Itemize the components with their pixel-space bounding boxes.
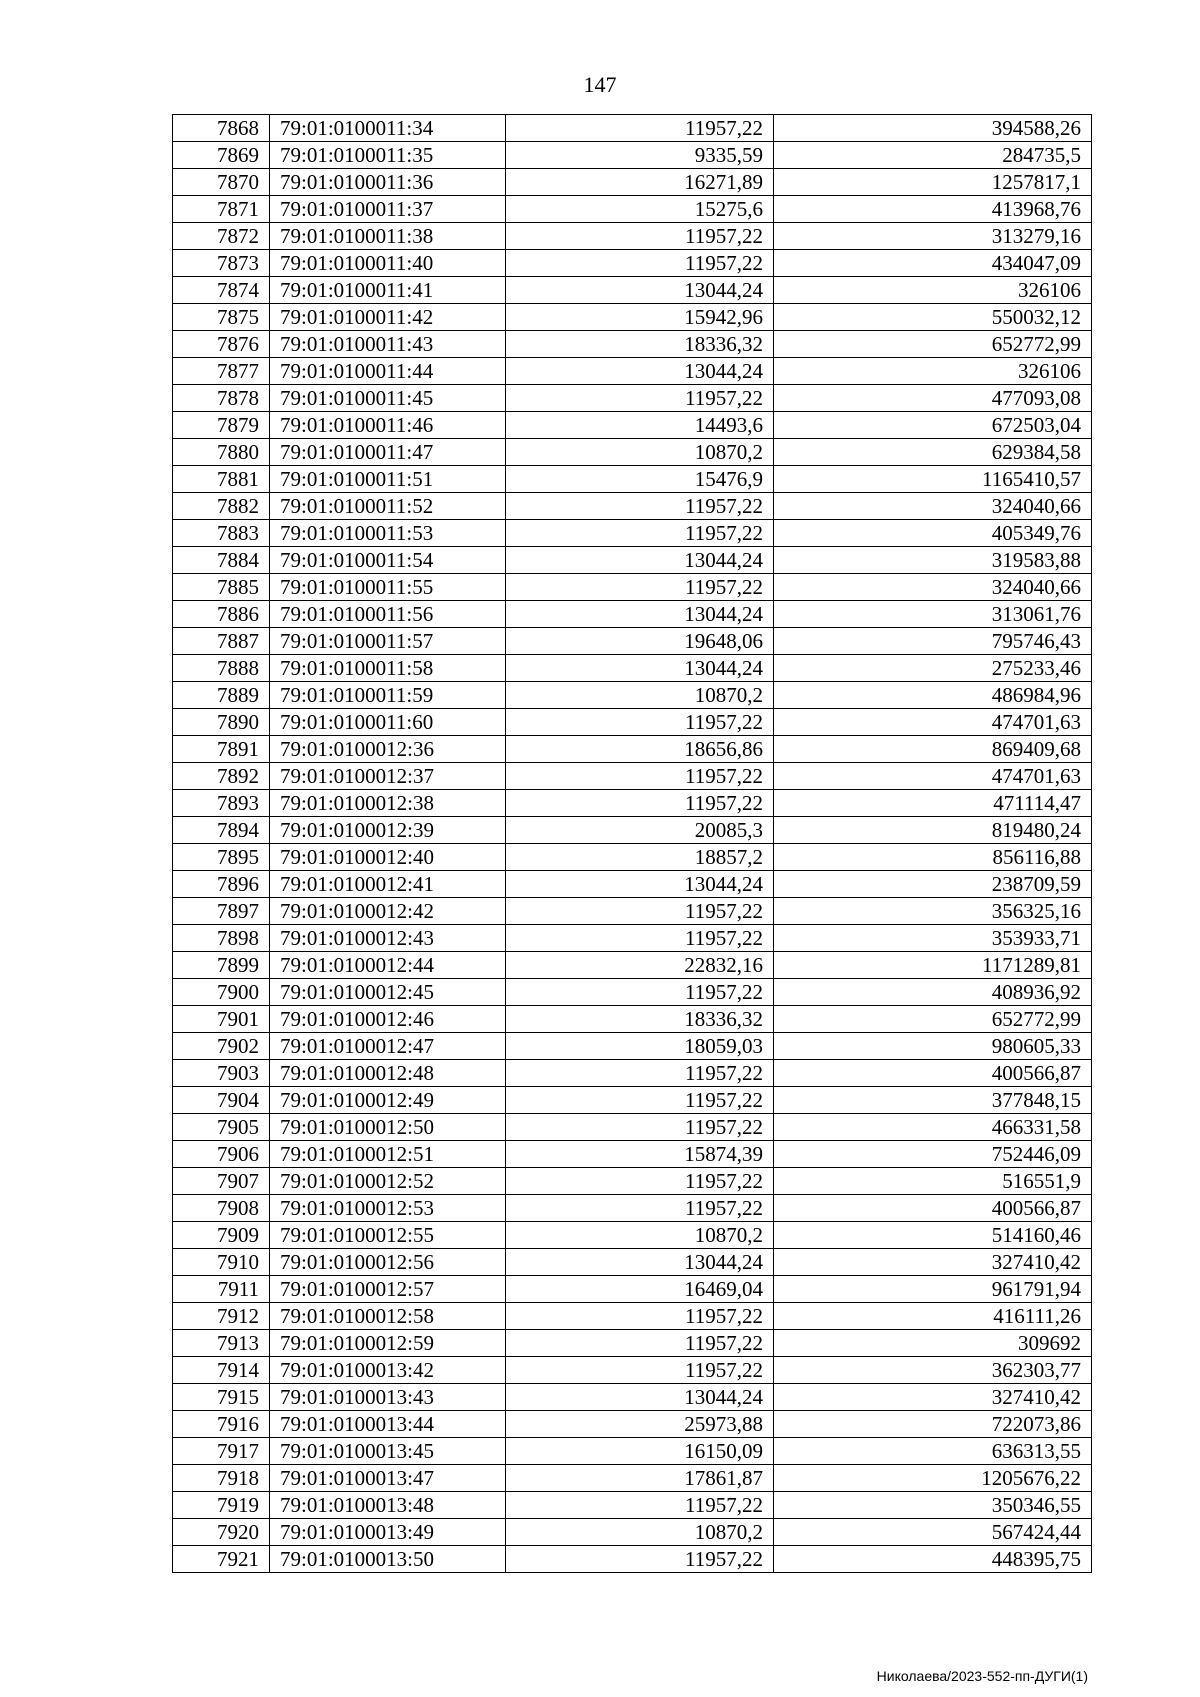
row-number: 7882 — [173, 493, 270, 520]
table-row — [173, 574, 1092, 601]
row-number: 7903 — [173, 1060, 270, 1087]
table-row — [173, 1546, 1092, 1573]
table-row — [173, 952, 1092, 979]
cadastral-value: 1205676,22 — [774, 1465, 1092, 1492]
area-value: 18857,2 — [506, 844, 774, 871]
area-value: 9335,59 — [506, 142, 774, 169]
table-row — [173, 331, 1092, 358]
cadastral-number: 79:01:0100011:52 — [270, 493, 506, 520]
table-row — [173, 547, 1092, 574]
cadastral-value: 326106 — [774, 358, 1092, 385]
area-value: 13044,24 — [506, 871, 774, 898]
area-value: 13044,24 — [506, 1249, 774, 1276]
cadastral-value: 1257817,1 — [774, 169, 1092, 196]
cadastral-number: 79:01:0100013:43 — [270, 1384, 506, 1411]
table-row — [173, 439, 1092, 466]
cadastral-number: 79:01:0100011:55 — [270, 574, 506, 601]
area-value: 11957,22 — [506, 520, 774, 547]
table-row — [173, 844, 1092, 871]
cadastral-value: 486984,96 — [774, 682, 1092, 709]
area-value: 11957,22 — [506, 250, 774, 277]
row-number: 7893 — [173, 790, 270, 817]
area-value: 10870,2 — [506, 1519, 774, 1546]
row-number: 7877 — [173, 358, 270, 385]
cadastral-value: 652772,99 — [774, 331, 1092, 358]
cadastral-number: 79:01:0100012:51 — [270, 1141, 506, 1168]
area-value: 18059,03 — [506, 1033, 774, 1060]
row-number: 7913 — [173, 1330, 270, 1357]
cadastral-value: 400566,87 — [774, 1060, 1092, 1087]
table-row — [173, 1114, 1092, 1141]
area-value: 11957,22 — [506, 1330, 774, 1357]
row-number: 7881 — [173, 466, 270, 493]
table-row — [173, 979, 1092, 1006]
cadastral-value: 238709,59 — [774, 871, 1092, 898]
row-number: 7910 — [173, 1249, 270, 1276]
table-row — [173, 655, 1092, 682]
table-row — [173, 898, 1092, 925]
table-row — [173, 493, 1092, 520]
cadastral-value: 474701,63 — [774, 763, 1092, 790]
cadastral-number: 79:01:0100011:59 — [270, 682, 506, 709]
area-value: 11957,22 — [506, 709, 774, 736]
cadastral-value: 514160,46 — [774, 1222, 1092, 1249]
table-row — [173, 1195, 1092, 1222]
cadastral-value: 324040,66 — [774, 493, 1092, 520]
cadastral-number: 79:01:0100012:50 — [270, 1114, 506, 1141]
cadastral-number: 79:01:0100012:52 — [270, 1168, 506, 1195]
cadastral-value: 327410,42 — [774, 1384, 1092, 1411]
table-row — [173, 1060, 1092, 1087]
cadastral-value: 567424,44 — [774, 1519, 1092, 1546]
cadastral-value-table — [172, 114, 1092, 1573]
row-number: 7920 — [173, 1519, 270, 1546]
cadastral-value: 405349,76 — [774, 520, 1092, 547]
row-number: 7906 — [173, 1141, 270, 1168]
row-number: 7886 — [173, 601, 270, 628]
row-number: 7904 — [173, 1087, 270, 1114]
area-value: 25973,88 — [506, 1411, 774, 1438]
area-value: 10870,2 — [506, 439, 774, 466]
row-number: 7919 — [173, 1492, 270, 1519]
row-number: 7909 — [173, 1222, 270, 1249]
table-row — [173, 250, 1092, 277]
cadastral-number: 79:01:0100011:34 — [270, 115, 506, 142]
cadastral-number: 79:01:0100011:57 — [270, 628, 506, 655]
row-number: 7897 — [173, 898, 270, 925]
table-row — [173, 1438, 1092, 1465]
cadastral-number: 79:01:0100011:42 — [270, 304, 506, 331]
area-value: 11957,22 — [506, 1060, 774, 1087]
cadastral-number: 79:01:0100012:59 — [270, 1330, 506, 1357]
area-value: 11957,22 — [506, 763, 774, 790]
area-value: 13044,24 — [506, 277, 774, 304]
area-value: 15275,6 — [506, 196, 774, 223]
cadastral-number: 79:01:0100011:38 — [270, 223, 506, 250]
table-row — [173, 1303, 1092, 1330]
row-number: 7884 — [173, 547, 270, 574]
cadastral-value: 466331,58 — [774, 1114, 1092, 1141]
area-value: 15476,9 — [506, 466, 774, 493]
row-number: 7870 — [173, 169, 270, 196]
cadastral-number: 79:01:0100012:46 — [270, 1006, 506, 1033]
area-value: 18336,32 — [506, 331, 774, 358]
cadastral-number: 79:01:0100011:45 — [270, 385, 506, 412]
area-value: 11957,22 — [506, 790, 774, 817]
row-number: 7899 — [173, 952, 270, 979]
area-value: 13044,24 — [506, 358, 774, 385]
cadastral-number: 79:01:0100013:49 — [270, 1519, 506, 1546]
cadastral-value: 1171289,81 — [774, 952, 1092, 979]
row-number: 7868 — [173, 115, 270, 142]
table-row — [173, 358, 1092, 385]
cadastral-number: 79:01:0100012:49 — [270, 1087, 506, 1114]
area-value: 13044,24 — [506, 547, 774, 574]
table-row — [173, 1411, 1092, 1438]
row-number: 7892 — [173, 763, 270, 790]
area-value: 11957,22 — [506, 1492, 774, 1519]
table-row — [173, 466, 1092, 493]
area-value: 14493,6 — [506, 412, 774, 439]
cadastral-number: 79:01:0100011:40 — [270, 250, 506, 277]
row-number: 7874 — [173, 277, 270, 304]
table-row — [173, 1276, 1092, 1303]
cadastral-number: 79:01:0100012:37 — [270, 763, 506, 790]
cadastral-number: 79:01:0100013:48 — [270, 1492, 506, 1519]
cadastral-number: 79:01:0100011:46 — [270, 412, 506, 439]
row-number: 7888 — [173, 655, 270, 682]
area-value: 13044,24 — [506, 601, 774, 628]
row-number: 7871 — [173, 196, 270, 223]
table-row — [173, 1465, 1092, 1492]
cadastral-value: 795746,43 — [774, 628, 1092, 655]
cadastral-value: 448395,75 — [774, 1546, 1092, 1573]
cadastral-number: 79:01:0100011:56 — [270, 601, 506, 628]
row-number: 7916 — [173, 1411, 270, 1438]
cadastral-number: 79:01:0100011:41 — [270, 277, 506, 304]
table-row — [173, 736, 1092, 763]
table-row — [173, 1492, 1092, 1519]
table-row — [173, 628, 1092, 655]
cadastral-number: 79:01:0100012:45 — [270, 979, 506, 1006]
row-number: 7915 — [173, 1384, 270, 1411]
row-number: 7889 — [173, 682, 270, 709]
cadastral-number: 79:01:0100012:40 — [270, 844, 506, 871]
cadastral-number: 79:01:0100012:42 — [270, 898, 506, 925]
cadastral-number: 79:01:0100012:58 — [270, 1303, 506, 1330]
table-body — [173, 115, 1092, 1573]
cadastral-value: 275233,46 — [774, 655, 1092, 682]
area-value: 10870,2 — [506, 682, 774, 709]
row-number: 7891 — [173, 736, 270, 763]
cadastral-number: 79:01:0100011:37 — [270, 196, 506, 223]
cadastral-number: 79:01:0100011:53 — [270, 520, 506, 547]
cadastral-value: 356325,16 — [774, 898, 1092, 925]
cadastral-value: 752446,09 — [774, 1141, 1092, 1168]
area-value: 11957,22 — [506, 898, 774, 925]
page-number: 147 — [583, 72, 617, 97]
row-number: 7869 — [173, 142, 270, 169]
cadastral-number: 79:01:0100012:43 — [270, 925, 506, 952]
area-value: 11957,22 — [506, 1357, 774, 1384]
table-row — [173, 1384, 1092, 1411]
area-value: 11957,22 — [506, 925, 774, 952]
cadastral-value: 413968,76 — [774, 196, 1092, 223]
cadastral-value: 434047,09 — [774, 250, 1092, 277]
cadastral-value: 722073,86 — [774, 1411, 1092, 1438]
row-number: 7876 — [173, 331, 270, 358]
row-number: 7902 — [173, 1033, 270, 1060]
area-value: 22832,16 — [506, 952, 774, 979]
area-value: 13044,24 — [506, 655, 774, 682]
cadastral-value: 416111,26 — [774, 1303, 1092, 1330]
area-value: 18336,32 — [506, 1006, 774, 1033]
cadastral-value: 309692 — [774, 1330, 1092, 1357]
area-value: 11957,22 — [506, 223, 774, 250]
table-row — [173, 277, 1092, 304]
cadastral-value: 961791,94 — [774, 1276, 1092, 1303]
cadastral-value: 869409,68 — [774, 736, 1092, 763]
cadastral-number: 79:01:0100012:55 — [270, 1222, 506, 1249]
area-value: 20085,3 — [506, 817, 774, 844]
area-value: 11957,22 — [506, 574, 774, 601]
cadastral-number: 79:01:0100013:44 — [270, 1411, 506, 1438]
table-row — [173, 142, 1092, 169]
row-number: 7887 — [173, 628, 270, 655]
area-value: 16469,04 — [506, 1276, 774, 1303]
row-number: 7890 — [173, 709, 270, 736]
table-row — [173, 1168, 1092, 1195]
cadastral-value: 550032,12 — [774, 304, 1092, 331]
table-row — [173, 169, 1092, 196]
cadastral-number: 79:01:0100012:44 — [270, 952, 506, 979]
cadastral-number: 79:01:0100012:57 — [270, 1276, 506, 1303]
cadastral-value: 856116,88 — [774, 844, 1092, 871]
row-number: 7901 — [173, 1006, 270, 1033]
row-number: 7918 — [173, 1465, 270, 1492]
cadastral-number: 79:01:0100012:41 — [270, 871, 506, 898]
cadastral-value: 319583,88 — [774, 547, 1092, 574]
table-row — [173, 1330, 1092, 1357]
cadastral-value: 672503,04 — [774, 412, 1092, 439]
cadastral-number: 79:01:0100013:45 — [270, 1438, 506, 1465]
table-row — [173, 520, 1092, 547]
cadastral-value: 980605,33 — [774, 1033, 1092, 1060]
area-value: 11957,22 — [506, 979, 774, 1006]
table-row — [173, 763, 1092, 790]
table-row — [173, 1249, 1092, 1276]
cadastral-number: 79:01:0100011:60 — [270, 709, 506, 736]
cadastral-number: 79:01:0100013:47 — [270, 1465, 506, 1492]
cadastral-value: 477093,08 — [774, 385, 1092, 412]
table-row — [173, 1087, 1092, 1114]
cadastral-value: 400566,87 — [774, 1195, 1092, 1222]
cadastral-number: 79:01:0100012:36 — [270, 736, 506, 763]
cadastral-number: 79:01:0100012:48 — [270, 1060, 506, 1087]
area-value: 11957,22 — [506, 1168, 774, 1195]
cadastral-number: 79:01:0100012:39 — [270, 817, 506, 844]
row-number: 7895 — [173, 844, 270, 871]
table-row — [173, 925, 1092, 952]
table-row — [173, 1033, 1092, 1060]
row-number: 7921 — [173, 1546, 270, 1573]
cadastral-number: 79:01:0100011:47 — [270, 439, 506, 466]
cadastral-value: 819480,24 — [774, 817, 1092, 844]
cadastral-value: 1165410,57 — [774, 466, 1092, 493]
row-number: 7880 — [173, 439, 270, 466]
table-row — [173, 709, 1092, 736]
area-value: 11957,22 — [506, 385, 774, 412]
area-value: 18656,86 — [506, 736, 774, 763]
cadastral-value: 629384,58 — [774, 439, 1092, 466]
row-number: 7879 — [173, 412, 270, 439]
row-number: 7885 — [173, 574, 270, 601]
cadastral-value: 377848,15 — [774, 1087, 1092, 1114]
area-value: 10870,2 — [506, 1222, 774, 1249]
cadastral-value: 516551,9 — [774, 1168, 1092, 1195]
area-value: 13044,24 — [506, 1384, 774, 1411]
cadastral-value: 394588,26 — [774, 115, 1092, 142]
row-number: 7872 — [173, 223, 270, 250]
row-number: 7905 — [173, 1114, 270, 1141]
area-value: 11957,22 — [506, 1303, 774, 1330]
area-value: 15942,96 — [506, 304, 774, 331]
row-number: 7914 — [173, 1357, 270, 1384]
table-row — [173, 1357, 1092, 1384]
area-value: 11957,22 — [506, 1087, 774, 1114]
cadastral-value: 408936,92 — [774, 979, 1092, 1006]
row-number: 7875 — [173, 304, 270, 331]
table-row — [173, 790, 1092, 817]
area-value: 11957,22 — [506, 1114, 774, 1141]
row-number: 7896 — [173, 871, 270, 898]
row-number: 7912 — [173, 1303, 270, 1330]
cadastral-number: 79:01:0100013:50 — [270, 1546, 506, 1573]
cadastral-number: 79:01:0100012:56 — [270, 1249, 506, 1276]
cadastral-number: 79:01:0100011:36 — [270, 169, 506, 196]
table-row — [173, 1519, 1092, 1546]
area-value: 15874,39 — [506, 1141, 774, 1168]
document-reference: Николаева/2023-552-пп-ДУГИ(1) — [876, 1668, 1088, 1684]
cadastral-number: 79:01:0100011:54 — [270, 547, 506, 574]
area-value: 17861,87 — [506, 1465, 774, 1492]
row-number: 7900 — [173, 979, 270, 1006]
row-number: 7873 — [173, 250, 270, 277]
row-number: 7908 — [173, 1195, 270, 1222]
cadastral-value: 474701,63 — [774, 709, 1092, 736]
cadastral-number: 79:01:0100011:35 — [270, 142, 506, 169]
cadastral-value: 350346,55 — [774, 1492, 1092, 1519]
cadastral-number: 79:01:0100011:44 — [270, 358, 506, 385]
row-number: 7898 — [173, 925, 270, 952]
cadastral-value: 471114,47 — [774, 790, 1092, 817]
cadastral-value: 313279,16 — [774, 223, 1092, 250]
row-number: 7917 — [173, 1438, 270, 1465]
table-row — [173, 223, 1092, 250]
table-row — [173, 871, 1092, 898]
table-row — [173, 115, 1092, 142]
table-row — [173, 304, 1092, 331]
cadastral-number: 79:01:0100012:47 — [270, 1033, 506, 1060]
row-number: 7894 — [173, 817, 270, 844]
cadastral-value: 353933,71 — [774, 925, 1092, 952]
table-row — [173, 1222, 1092, 1249]
area-value: 11957,22 — [506, 1546, 774, 1573]
area-value: 16271,89 — [506, 169, 774, 196]
area-value: 19648,06 — [506, 628, 774, 655]
table-row — [173, 196, 1092, 223]
cadastral-number: 79:01:0100012:53 — [270, 1195, 506, 1222]
cadastral-number: 79:01:0100012:38 — [270, 790, 506, 817]
area-value: 11957,22 — [506, 493, 774, 520]
cadastral-value: 284735,5 — [774, 142, 1092, 169]
area-value: 16150,09 — [506, 1438, 774, 1465]
cadastral-number: 79:01:0100011:58 — [270, 655, 506, 682]
table-row — [173, 601, 1092, 628]
cadastral-number: 79:01:0100011:51 — [270, 466, 506, 493]
row-number: 7878 — [173, 385, 270, 412]
area-value: 11957,22 — [506, 115, 774, 142]
table-row — [173, 682, 1092, 709]
cadastral-value: 327410,42 — [774, 1249, 1092, 1276]
cadastral-value: 362303,77 — [774, 1357, 1092, 1384]
cadastral-value: 652772,99 — [774, 1006, 1092, 1033]
cadastral-value: 326106 — [774, 277, 1092, 304]
row-number: 7907 — [173, 1168, 270, 1195]
cadastral-value: 313061,76 — [774, 601, 1092, 628]
cadastral-value: 324040,66 — [774, 574, 1092, 601]
cadastral-number: 79:01:0100011:43 — [270, 331, 506, 358]
area-value: 11957,22 — [506, 1195, 774, 1222]
row-number: 7911 — [173, 1276, 270, 1303]
table-row — [173, 412, 1092, 439]
row-number: 7883 — [173, 520, 270, 547]
table-row — [173, 817, 1092, 844]
table-row — [173, 1141, 1092, 1168]
cadastral-value: 636313,55 — [774, 1438, 1092, 1465]
cadastral-number: 79:01:0100013:42 — [270, 1357, 506, 1384]
table-row — [173, 1006, 1092, 1033]
table-row — [173, 385, 1092, 412]
